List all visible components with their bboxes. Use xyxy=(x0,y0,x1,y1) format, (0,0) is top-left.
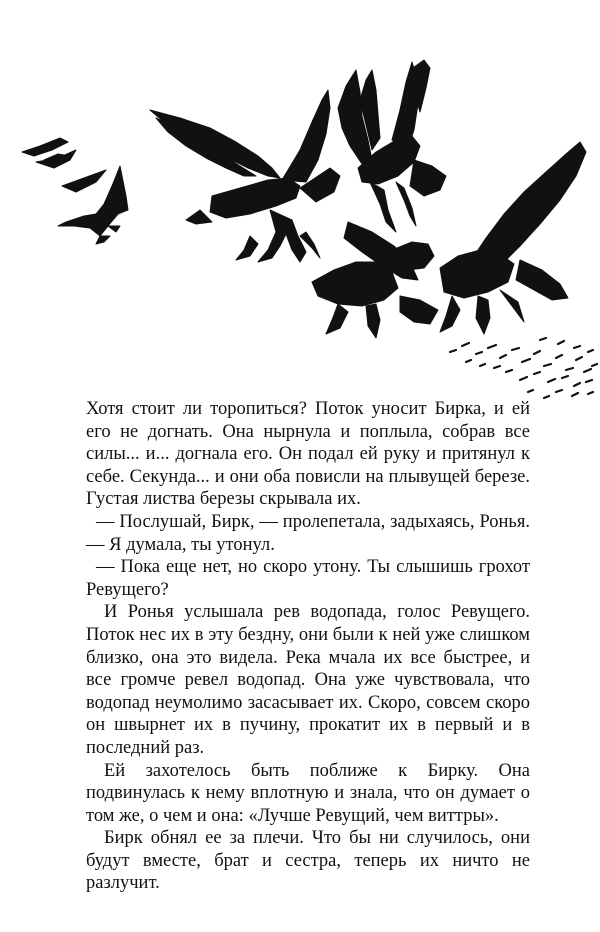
story-text xyxy=(86,398,530,895)
harpy-4 xyxy=(312,222,438,338)
paragraph-2: — Послушай, Бирк, — пролепетала, задыхаясь, Ронья. — Я думала, ты утонул. xyxy=(86,511,530,555)
paragraph-1: Хотя стоит ли торопиться? Поток уносит Бирка, и ей его не догнать. Она нырнула и поплыла, собрав все силы... и... догнала его. Он подал ей руку и притянул к себе. Секунда... и они оба повисли на плывущей березе. Густая листва березы скрывала их. xyxy=(86,399,530,510)
harpy-1 xyxy=(150,90,340,262)
paragraph-5: Ей захотелось быть поближе к Бирку. Она подвинулась к нему вплотную и знала, что он думает о том же, о чем и она: «Лучше Ревущий, чем виттры». xyxy=(86,760,530,826)
paragraph-6: Бирк обнял ее за плечи. Что бы ни случилось, они будут вместе, брат и сестра, теперь их ничто не разлучит. xyxy=(86,828,530,894)
paragraph-4: И Ронья услышала рев водопада, голос Ревущего. Поток нес их в эту бездну, они были к ней уже слишком близко, она это видела. Река мчала их все быстрее, и все громче ревел водопад. Она уже чувствовала, что водопад неумолимо засасывает их. Скоро, совсем скоро он швырнет их в пучину, прокатит их в первый и в последний раз. xyxy=(86,602,530,758)
distant-bird-3 xyxy=(62,170,106,192)
scattered-feathers xyxy=(450,338,597,400)
harpy-3 xyxy=(440,142,586,334)
harpy-2 xyxy=(338,60,446,232)
harpies-illustration xyxy=(0,0,600,400)
paragraph-3: — Пока еще нет, но скоро утону. Ты слышишь грохот Ревущего? xyxy=(86,557,530,600)
